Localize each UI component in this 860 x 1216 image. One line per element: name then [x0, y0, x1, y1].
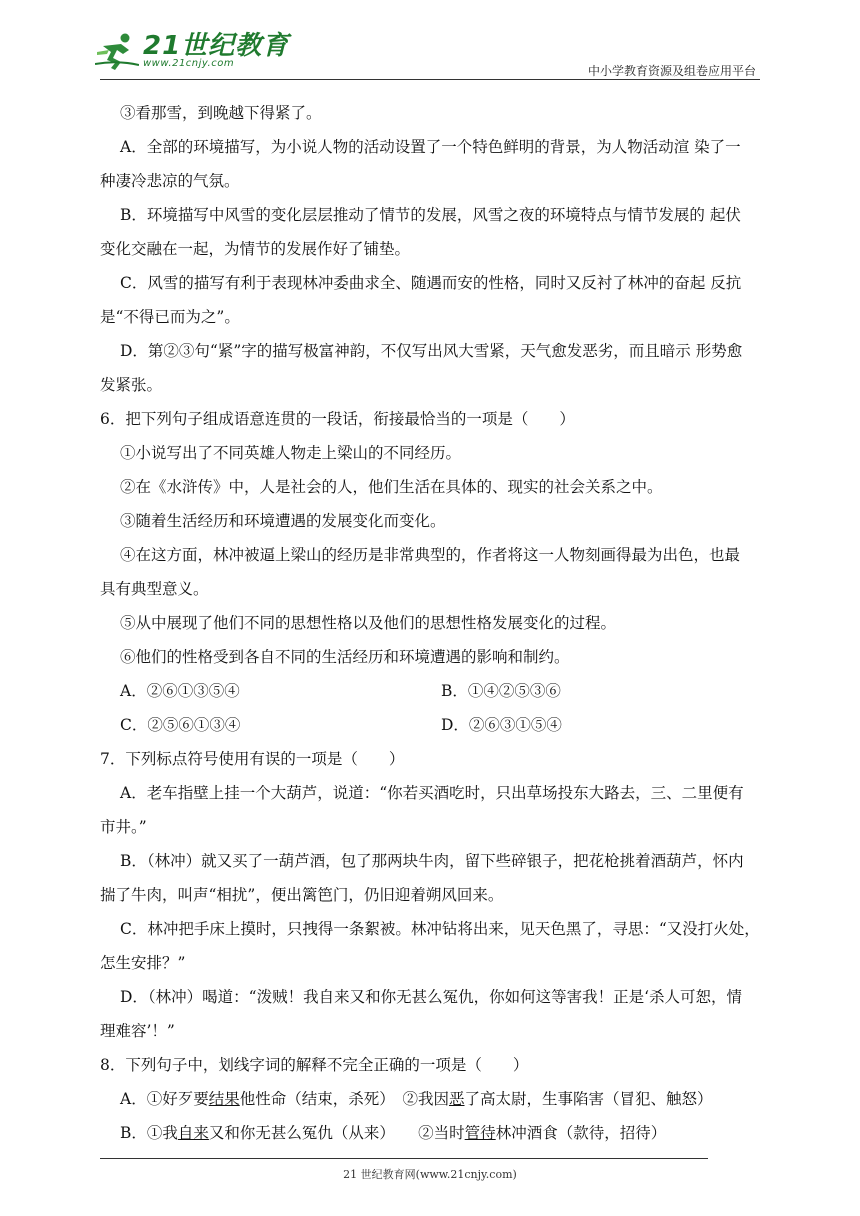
q7-option-a-line1: A．老车指壁上挂一个大葫芦，说道：“你若买酒吃时，只出草场投东大路去，三、二里便有: [120, 784, 744, 802]
q5-option-b-line1: B．环境描写中风雪的变化层层推动了情节的发展，风雪之夜的环境特点与情节发展的 起伏: [120, 206, 741, 224]
q8a-underlined-1: 结果: [208, 1090, 240, 1108]
q8a-text-1: A．①好歹要: [120, 1090, 209, 1108]
header-divider: [100, 79, 760, 80]
q5-option-d-line2: 发紧张。: [100, 376, 163, 394]
q7-option-c-line1: C．林冲把手床上摸时，只拽得一条絮被。林冲钻将出来，见天色黑了，寻思：“又没打火处，: [120, 920, 760, 938]
q6-sentence-4-line1: ④在这方面，林冲被逼上梁山的经历是非常典型的，作者将这一人物刻画得最为出色，也最: [120, 546, 741, 564]
q6-options-row-1: [100, 674, 762, 708]
q8b-underlined-1: 自来: [177, 1124, 209, 1142]
q6-option-a: A．②⑥①③⑤④: [120, 682, 240, 700]
q6-sentence-2: ②在《水浒传》中，人是社会的人，他们生活在具体的、现实的社会关系之中。: [120, 478, 663, 496]
platform-title: 中小学教育资源及组卷应用平台: [587, 64, 756, 78]
q5-option-c-line1: C．风雪的描写有利于表现林冲委曲求全、随遇而安的性格，同时又反衬了林冲的奋起 反抗: [120, 274, 742, 292]
runner-logo-icon: [95, 32, 139, 72]
q8b-text-3: 林冲酒食（款待，招待）: [495, 1124, 667, 1142]
q6-sentence-5: ⑤从中展现了他们不同的思想性格以及他们的思想性格发展变化的过程。: [120, 614, 617, 632]
q6-sentence-3: ③随着生活经历和环境遭遇的发展变化而变化。: [120, 512, 446, 530]
q8a-text-3: 了高太尉，生事陷害（冒犯、触怒）: [464, 1090, 713, 1108]
q6-option-b: B．①④②⑤③⑥: [441, 682, 561, 700]
question-8-stem: 8．下列句子中，划线字词的解释不完全正确的一项是（ ）: [100, 1056, 529, 1074]
q6-sentence-1: ①小说写出了不同英雄人物走上梁山的不同经历。: [120, 444, 462, 462]
q7-option-c-line2: 怎生安排？”: [100, 954, 186, 972]
q6-sentence-6: ⑥他们的性格受到各自不同的生活经历和环境遭遇的影响和制约。: [120, 648, 570, 666]
q8b-text-1: B．①我: [120, 1124, 178, 1142]
q8b-text-2: 又和你无甚么冤仇（从来） ②当时: [208, 1124, 465, 1142]
q8-option-b: [100, 1116, 762, 1150]
q6-sentence-4-line2: 具有典型意义。: [100, 580, 209, 598]
q6-option-d: D．②⑥③①⑤④: [441, 716, 562, 734]
question-6-stem: 6．把下列句子组成语意连贯的一段话，衔接最恰当的一项是（ ）: [100, 410, 575, 428]
q6-options-row-2: [100, 708, 762, 742]
q7-option-d-line2: 理难容’！”: [100, 1022, 175, 1040]
footer-divider: [100, 1158, 708, 1159]
q7-option-a-line2: 市井。”: [100, 818, 147, 836]
q8-option-a: [100, 1082, 762, 1116]
q8a-text-2: 他性命（结束，杀死） ②我因: [239, 1090, 449, 1108]
q7-option-b-line1: B．（林冲）就又买了一葫芦酒，包了那两块牛肉，留下些碎银子，把花枪挑着酒葫芦，怀内: [120, 852, 744, 870]
q5-option-d-line1: D．第②③句“紧”字的描写极富神韵，不仅写出风大雪紧，天气愈发恶劣，而且暗示 形势愈: [120, 342, 743, 360]
q6-option-c: C．②⑤⑥①③④: [120, 716, 241, 734]
page-header: [95, 28, 760, 80]
q8a-underlined-2: 恶: [448, 1090, 465, 1108]
q5-option-a-line1: A．全部的环境描写，为小说人物的活动设置了一个特色鲜明的背景，为人物活动渲 染了一: [120, 138, 741, 156]
q7-option-b-line2: 揣了牛肉，叫声“相扰”，便出篱笆门，仍旧迎着朔风回来。: [100, 886, 504, 904]
q5-option-c-line2: 是“不得已而为之”。: [100, 308, 240, 326]
page-footer: 21 世纪教育网(www.21cnjy.com): [343, 1168, 517, 1181]
q5-option-a-line2: 种凄冷悲凉的气氛。: [100, 172, 240, 190]
q7-option-d-line1: D．（林冲）喝道：“泼贼！我自来又和你无甚么冤仇，你如何这等害我！正是‘杀人可恕，情: [120, 988, 743, 1006]
question-7-stem: 7．下列标点符号使用有误的一项是（ ）: [100, 750, 405, 768]
logo-title: 21世纪教育: [143, 31, 290, 61]
logo: [95, 32, 289, 72]
exam-content: [100, 96, 762, 1150]
logo-url: www.21cnjy.com: [143, 58, 235, 69]
sentence-3: ③看那雪，到晚越下得紧了。: [120, 104, 322, 122]
q8b-underlined-2: 管待: [464, 1124, 496, 1142]
q5-option-b-line2: 变化交融在一起，为情节的发展作好了铺垫。: [100, 240, 411, 258]
